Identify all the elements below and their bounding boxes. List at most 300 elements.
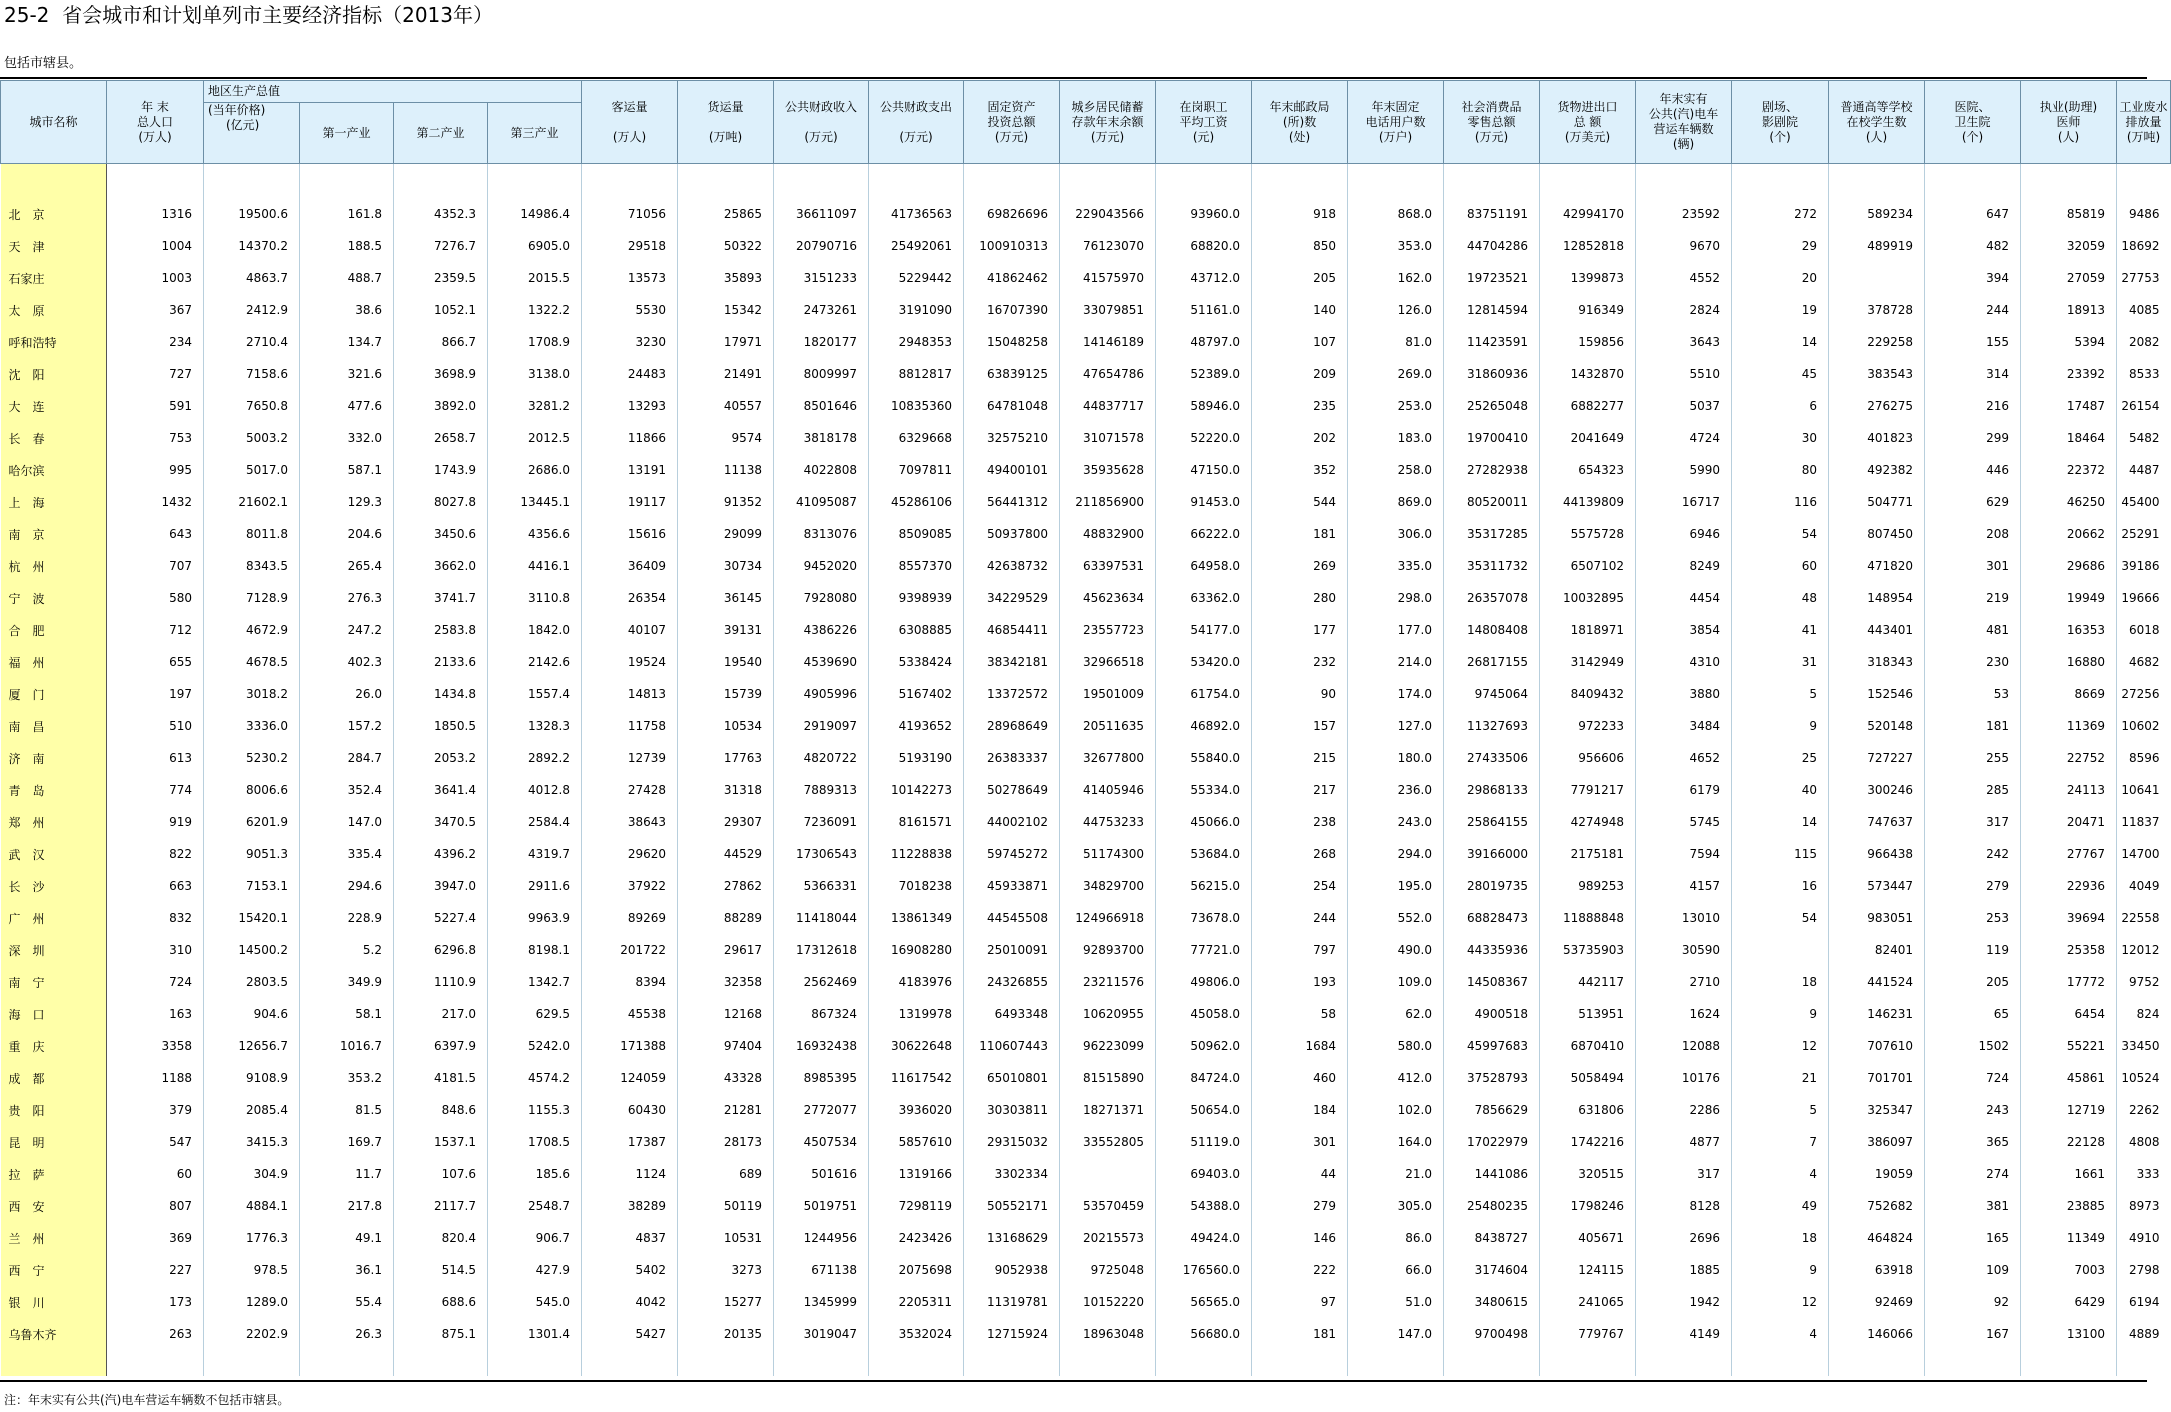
value-cell: 27433506	[1444, 742, 1540, 774]
value-cell: 919	[107, 806, 204, 838]
value-cell: 33079851	[1060, 294, 1156, 326]
table-row	[1, 358, 2171, 390]
value-cell: 51119.0	[1156, 1126, 1252, 1158]
value-cell: 51161.0	[1156, 294, 1252, 326]
value-cell: 3174604	[1444, 1254, 1540, 1286]
value-cell: 4356.6	[488, 518, 582, 550]
value-cell: 4552	[1636, 262, 1732, 294]
value-cell: 11.7	[300, 1158, 394, 1190]
value-cell: 545.0	[488, 1286, 582, 1318]
table-row	[1, 646, 2171, 678]
value-cell: 279	[1252, 1190, 1348, 1222]
value-cell: 53420.0	[1156, 646, 1252, 678]
value-cell: 63362.0	[1156, 582, 1252, 614]
value-cell: 20511635	[1060, 710, 1156, 742]
value-cell: 4193652	[869, 710, 964, 742]
value-cell: 4889	[2117, 1318, 2171, 1350]
header-retail: 社会消费品 零售总额 (万元)	[1444, 81, 1540, 164]
value-cell: 298.0	[1348, 582, 1444, 614]
value-cell: 40107	[582, 614, 678, 646]
table-row	[1, 294, 2171, 326]
table-row	[1, 1158, 2171, 1190]
value-cell: 97404	[678, 1030, 774, 1062]
value-cell: 5338424	[869, 646, 964, 678]
value-cell: 19949	[2021, 582, 2117, 614]
value-cell: 1399873	[1540, 262, 1636, 294]
value-cell: 44529	[678, 838, 774, 870]
value-cell: 2133.6	[394, 646, 488, 678]
value-cell: 3818178	[774, 422, 869, 454]
value-cell: 54	[1732, 902, 1829, 934]
value-cell: 39166000	[1444, 838, 1540, 870]
value-cell: 4487	[2117, 454, 2171, 486]
value-cell: 35311732	[1444, 550, 1540, 582]
value-cell: 11327693	[1444, 710, 1540, 742]
value-cell: 6194	[2117, 1286, 2171, 1318]
value-cell: 50322	[678, 230, 774, 262]
value-cell: 9752	[2117, 966, 2171, 998]
value-cell: 39186	[2117, 550, 2171, 582]
value-cell: 201722	[582, 934, 678, 966]
value-cell: 6397.9	[394, 1030, 488, 1062]
value-cell: 66222.0	[1156, 518, 1252, 550]
value-cell: 91453.0	[1156, 486, 1252, 518]
value-cell: 753	[107, 422, 204, 454]
value-cell: 6507102	[1540, 550, 1636, 582]
value-cell: 2082	[2117, 326, 2171, 358]
value-cell: 9700498	[1444, 1318, 1540, 1350]
value-cell: 481	[1925, 614, 2021, 646]
header-wage: 在岗职工 平均工资 (元)	[1156, 81, 1252, 164]
value-cell: 25492061	[869, 230, 964, 262]
value-cell: 53735903	[1540, 934, 1636, 966]
value-cell: 2710.4	[204, 326, 300, 358]
value-cell: 8313076	[774, 518, 869, 550]
value-cell: 55.4	[300, 1286, 394, 1318]
value-cell: 8198.1	[488, 934, 582, 966]
value-cell: 229258	[1829, 326, 1925, 358]
value-cell: 300246	[1829, 774, 1925, 806]
value-cell: 5037	[1636, 390, 1732, 422]
value-cell: 12088	[1636, 1030, 1732, 1062]
value-cell: 35935628	[1060, 454, 1156, 486]
value-cell: 2772077	[774, 1094, 869, 1126]
value-cell: 352.4	[300, 774, 394, 806]
value-cell: 64958.0	[1156, 550, 1252, 582]
value-cell: 28019735	[1444, 870, 1540, 902]
value-cell: 222	[1252, 1254, 1348, 1286]
value-cell: 1842.0	[488, 614, 582, 646]
value-cell: 44837717	[1060, 390, 1156, 422]
value-cell: 13191	[582, 454, 678, 486]
value-cell: 255	[1925, 742, 2021, 774]
value-cell: 48797.0	[1156, 326, 1252, 358]
city-name-cell: 宁 波	[1, 582, 107, 614]
value-cell: 56441312	[964, 486, 1060, 518]
value-cell: 412.0	[1348, 1062, 1444, 1094]
top-rule	[0, 77, 2147, 79]
value-cell: 2359.5	[394, 262, 488, 294]
value-cell: 353.0	[1348, 230, 1444, 262]
value-cell: 21.0	[1348, 1158, 1444, 1190]
value-cell: 1188	[107, 1062, 204, 1094]
table-row	[1, 1286, 2171, 1318]
value-cell: 589234	[1829, 198, 1925, 230]
value-cell: 17487	[2021, 390, 2117, 422]
value-cell: 6454	[2021, 998, 2117, 1030]
value-cell: 3641.4	[394, 774, 488, 806]
value-cell: 232	[1252, 646, 1348, 678]
value-cell: 6882277	[1540, 390, 1636, 422]
value-cell: 19117	[582, 486, 678, 518]
value-cell: 58946.0	[1156, 390, 1252, 422]
value-cell: 10534	[678, 710, 774, 742]
economic-indicators-table	[0, 80, 2171, 1376]
value-cell: 32677800	[1060, 742, 1156, 774]
value-cell: 83751191	[1444, 198, 1540, 230]
value-cell: 7236091	[774, 806, 869, 838]
city-name-cell: 南 宁	[1, 966, 107, 998]
value-cell: 8343.5	[204, 550, 300, 582]
value-cell: 244	[1252, 902, 1348, 934]
value-cell: 1624	[1636, 998, 1732, 1030]
value-cell: 1052.1	[394, 294, 488, 326]
value-cell: 3532024	[869, 1318, 964, 1350]
value-cell: 68828473	[1444, 902, 1540, 934]
value-cell: 38643	[582, 806, 678, 838]
value-cell: 202	[1252, 422, 1348, 454]
city-name-cell: 西 安	[1, 1190, 107, 1222]
value-cell: 209	[1252, 358, 1348, 390]
value-cell: 369	[107, 1222, 204, 1254]
value-cell: 2892.2	[488, 742, 582, 774]
value-cell: 580	[107, 582, 204, 614]
value-cell: 254	[1252, 870, 1348, 902]
value-cell: 46250	[2021, 486, 2117, 518]
value-cell: 50278649	[964, 774, 1060, 806]
value-cell: 173	[107, 1286, 204, 1318]
value-cell: 321.6	[300, 358, 394, 390]
value-cell: 17971	[678, 326, 774, 358]
value-cell: 65010801	[964, 1062, 1060, 1094]
value-cell: 147.0	[1348, 1318, 1444, 1350]
value-cell: 2562469	[774, 966, 869, 998]
value-cell: 14500.2	[204, 934, 300, 966]
table-row	[1, 1254, 2171, 1286]
table-row	[1, 550, 2171, 582]
value-cell: 4012.8	[488, 774, 582, 806]
value-cell: 335.4	[300, 838, 394, 870]
value-cell: 23211576	[1060, 966, 1156, 998]
value-cell: 26354	[582, 582, 678, 614]
value-cell: 4724	[1636, 422, 1732, 454]
value-cell: 23557723	[1060, 614, 1156, 646]
value-cell: 1743.9	[394, 454, 488, 486]
city-name-cell: 北 京	[1, 198, 107, 230]
value-cell: 50119	[678, 1190, 774, 1222]
spacer-row	[1, 1350, 2171, 1376]
table-row	[1, 1222, 2171, 1254]
value-cell: 2041649	[1540, 422, 1636, 454]
value-cell: 61754.0	[1156, 678, 1252, 710]
value-cell: 492382	[1829, 454, 1925, 486]
value-cell: 9486	[2117, 198, 2171, 230]
value-cell: 116	[1732, 486, 1829, 518]
value-cell: 49400101	[964, 454, 1060, 486]
value-cell: 1301.4	[488, 1318, 582, 1350]
value-cell: 7276.7	[394, 230, 488, 262]
value-cell: 227	[107, 1254, 204, 1286]
value-cell: 243.0	[1348, 806, 1444, 838]
value-cell: 27862	[678, 870, 774, 902]
city-name-cell: 贵 阳	[1, 1094, 107, 1126]
value-cell: 193	[1252, 966, 1348, 998]
value-cell: 44335936	[1444, 934, 1540, 966]
value-cell: 51174300	[1060, 838, 1156, 870]
value-cell: 1942	[1636, 1286, 1732, 1318]
city-name-cell: 南 京	[1, 518, 107, 550]
value-cell: 5058494	[1540, 1062, 1636, 1094]
value-cell: 1708.9	[488, 326, 582, 358]
value-cell: 442117	[1540, 966, 1636, 998]
value-cell: 712	[107, 614, 204, 646]
table-row	[1, 678, 2171, 710]
value-cell: 25865	[678, 198, 774, 230]
value-cell: 1537.1	[394, 1126, 488, 1158]
value-cell: 1003	[107, 262, 204, 294]
value-cell: 5193190	[869, 742, 964, 774]
value-cell: 304.9	[204, 1158, 300, 1190]
value-cell: 2948353	[869, 326, 964, 358]
value-cell: 109.0	[1348, 966, 1444, 998]
value-cell: 97	[1252, 1286, 1348, 1318]
header-passenger: 客运量 (万人)	[582, 81, 678, 164]
value-cell: 174.0	[1348, 678, 1444, 710]
value-cell: 27282938	[1444, 454, 1540, 486]
value-cell: 807450	[1829, 518, 1925, 550]
value-cell: 629	[1925, 486, 2021, 518]
value-cell: 3302334	[964, 1158, 1060, 1190]
value-cell: 155	[1925, 326, 2021, 358]
value-cell: 77721.0	[1156, 934, 1252, 966]
value-cell: 148954	[1829, 582, 1925, 614]
value-cell: 978.5	[204, 1254, 300, 1286]
table-row	[1, 230, 2171, 262]
value-cell: 11319781	[964, 1286, 1060, 1318]
value-cell: 1818971	[1540, 614, 1636, 646]
value-cell: 69403.0	[1156, 1158, 1252, 1190]
value-cell: 19700410	[1444, 422, 1540, 454]
table-footnote: 注：年末实有公共(汽)电车营运车辆数不包括市辖县。	[4, 1393, 290, 1407]
value-cell: 18271371	[1060, 1094, 1156, 1126]
table-row	[1, 390, 2171, 422]
value-cell: 14	[1732, 326, 1829, 358]
table-row	[1, 582, 2171, 614]
value-cell: 25265048	[1444, 390, 1540, 422]
header-freight: 货运量 (万吨)	[678, 81, 774, 164]
value-cell: 92469	[1829, 1286, 1925, 1318]
value-cell: 235	[1252, 390, 1348, 422]
value-cell: 7018238	[869, 870, 964, 902]
value-cell: 152546	[1829, 678, 1925, 710]
spacer-row	[1, 164, 2171, 199]
value-cell: 6179	[1636, 774, 1732, 806]
value-cell: 26.3	[300, 1318, 394, 1350]
value-cell: 6905.0	[488, 230, 582, 262]
value-cell: 727	[107, 358, 204, 390]
city-name-cell: 广 州	[1, 902, 107, 934]
value-cell: 2919097	[774, 710, 869, 742]
value-cell: 552.0	[1348, 902, 1444, 934]
value-cell: 30590	[1636, 934, 1732, 966]
value-cell: 4900518	[1444, 998, 1540, 1030]
value-cell: 10152220	[1060, 1286, 1156, 1318]
value-cell: 8509085	[869, 518, 964, 550]
value-cell: 4319.7	[488, 838, 582, 870]
value-cell: 169.7	[300, 1126, 394, 1158]
value-cell: 41095087	[774, 486, 869, 518]
table-row	[1, 198, 2171, 230]
value-cell: 305.0	[1348, 1190, 1444, 1222]
value-cell: 14	[1732, 806, 1829, 838]
city-name-cell: 沈 阳	[1, 358, 107, 390]
value-cell: 91352	[678, 486, 774, 518]
value-cell: 4863.7	[204, 262, 300, 294]
value-cell: 3358	[107, 1030, 204, 1062]
value-cell: 2015.5	[488, 262, 582, 294]
value-cell: 3230	[582, 326, 678, 358]
value-cell: 464824	[1829, 1222, 1925, 1254]
value-cell: 747637	[1829, 806, 1925, 838]
value-cell: 50654.0	[1156, 1094, 1252, 1126]
value-cell: 219	[1925, 582, 2021, 614]
value-cell: 1742216	[1540, 1126, 1636, 1158]
value-cell: 19524	[582, 646, 678, 678]
value-cell: 3484	[1636, 710, 1732, 742]
value-cell: 510	[107, 710, 204, 742]
value-cell: 1016.7	[300, 1030, 394, 1062]
value-cell: 797	[1252, 934, 1348, 966]
value-cell: 5857610	[869, 1126, 964, 1158]
value-cell: 40557	[678, 390, 774, 422]
value-cell: 4049	[2117, 870, 2171, 902]
value-cell: 294.0	[1348, 838, 1444, 870]
value-cell: 752682	[1829, 1190, 1925, 1222]
value-cell: 4	[1732, 1158, 1829, 1190]
value-cell: 22752	[2021, 742, 2117, 774]
value-cell: 217.8	[300, 1190, 394, 1222]
value-cell: 14508367	[1444, 966, 1540, 998]
value-cell: 1885	[1636, 1254, 1732, 1286]
value-cell: 19059	[1829, 1158, 1925, 1190]
value-cell: 20662	[2021, 518, 2117, 550]
value-cell: 45538	[582, 998, 678, 1030]
city-name-cell: 南 昌	[1, 710, 107, 742]
value-cell: 7298119	[869, 1190, 964, 1222]
value-cell: 16932438	[774, 1030, 869, 1062]
value-cell: 1708.5	[488, 1126, 582, 1158]
value-cell: 205	[1925, 966, 2021, 998]
value-cell: 60	[1732, 550, 1829, 582]
value-cell: 50552171	[964, 1190, 1060, 1222]
value-cell: 317	[1636, 1158, 1732, 1190]
value-cell: 3018.2	[204, 678, 300, 710]
value-cell: 647	[1925, 198, 2021, 230]
value-cell: 90	[1252, 678, 1348, 710]
value-cell: 688.6	[394, 1286, 488, 1318]
city-name-cell: 乌鲁木齐	[1, 1318, 107, 1350]
value-cell: 402.3	[300, 646, 394, 678]
value-cell: 18464	[2021, 422, 2117, 454]
value-cell: 26154	[2117, 390, 2171, 422]
value-cell: 26383337	[964, 742, 1060, 774]
value-cell: 2423426	[869, 1222, 964, 1254]
value-cell: 7	[1732, 1126, 1829, 1158]
value-cell: 2175181	[1540, 838, 1636, 870]
value-cell: 171388	[582, 1030, 678, 1062]
value-cell: 1432	[107, 486, 204, 518]
value-cell: 33552805	[1060, 1126, 1156, 1158]
value-cell: 146231	[1829, 998, 1925, 1030]
value-cell: 46854411	[964, 614, 1060, 646]
header-gdp-total: (当年价格) (亿元)	[204, 103, 300, 164]
table-row	[1, 998, 2171, 1030]
value-cell: 30303811	[964, 1094, 1060, 1126]
city-name-cell: 兰 州	[1, 1222, 107, 1254]
value-cell: 21602.1	[204, 486, 300, 518]
value-cell: 238	[1252, 806, 1348, 838]
header-revenue: 公共财政收入 (万元)	[774, 81, 869, 164]
value-cell: 8011.8	[204, 518, 300, 550]
value-cell: 4910	[2117, 1222, 2171, 1254]
value-cell: 8812817	[869, 358, 964, 390]
value-cell: 8409432	[1540, 678, 1636, 710]
value-cell: 217.0	[394, 998, 488, 1030]
value-cell: 17312618	[774, 934, 869, 966]
value-cell: 995	[107, 454, 204, 486]
value-cell: 349.9	[300, 966, 394, 998]
city-name-cell: 合 肥	[1, 614, 107, 646]
value-cell: 807	[107, 1190, 204, 1222]
value-cell: 11228838	[869, 838, 964, 870]
value-cell: 81515890	[1060, 1062, 1156, 1094]
value-cell: 10176	[1636, 1062, 1732, 1094]
table-row	[1, 1318, 2171, 1350]
value-cell: 501616	[774, 1158, 869, 1190]
value-cell: 3947.0	[394, 870, 488, 902]
value-cell: 3110.8	[488, 582, 582, 614]
value-cell: 689	[678, 1158, 774, 1190]
value-cell: 26817155	[1444, 646, 1540, 678]
value-cell: 4416.1	[488, 550, 582, 582]
value-cell: 45861	[2021, 1062, 2117, 1094]
value-cell: 18913	[2021, 294, 2117, 326]
value-cell: 5482	[2117, 422, 2171, 454]
value-cell: 14370.2	[204, 230, 300, 262]
value-cell: 20215573	[1060, 1222, 1156, 1254]
value-cell: 3336.0	[204, 710, 300, 742]
value-cell: 33450	[2117, 1030, 2171, 1062]
value-cell: 63397531	[1060, 550, 1156, 582]
value-cell: 236.0	[1348, 774, 1444, 806]
value-cell: 49806.0	[1156, 966, 1252, 998]
city-name-cell: 杭 州	[1, 550, 107, 582]
value-cell: 62.0	[1348, 998, 1444, 1030]
value-cell: 9108.9	[204, 1062, 300, 1094]
value-cell: 866.7	[394, 326, 488, 358]
value-cell: 54177.0	[1156, 614, 1252, 646]
value-cell: 8596	[2117, 742, 2171, 774]
